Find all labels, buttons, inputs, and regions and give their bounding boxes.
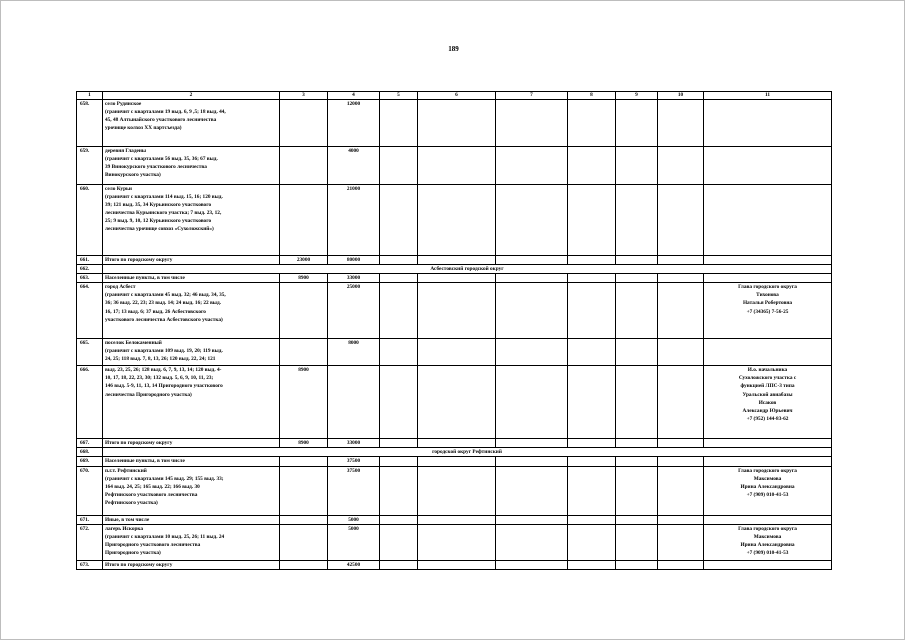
description-line: (граничит с кварталами 145 выд. 29; 155 выд. 33;	[105, 475, 224, 482]
contact-line: Александр Юрьевич	[742, 407, 793, 414]
empty-cell	[380, 339, 418, 366]
empty-cell	[616, 457, 658, 466]
header-row	[77, 92, 832, 100]
description-line: (граничит с кварталами 45 выд. 32; 46 выд. 34, 35,	[105, 292, 226, 299]
empty-cell	[380, 283, 418, 339]
value-col3: 8900	[280, 366, 328, 439]
description-line: 39 Винокурского участкового лесничества	[105, 164, 207, 171]
empty-cell	[496, 560, 568, 569]
header-cell: 2	[103, 92, 280, 100]
description-line: (граничит с кварталами 109 выд. 19, 20; 119 выд.	[105, 348, 223, 355]
empty-cell	[658, 256, 704, 265]
empty-cell	[380, 515, 418, 524]
description-line: лесничества Курьинского участка; 7 выд. 23, 12,	[105, 210, 222, 217]
description-line: п.г.т. Рефтинский	[105, 467, 147, 474]
empty-cell	[568, 439, 616, 448]
responsible-contact	[704, 466, 832, 515]
empty-cell	[496, 100, 568, 147]
value-col3	[280, 560, 328, 569]
table-row	[77, 100, 832, 147]
empty-cell	[568, 466, 616, 515]
value-col3	[280, 457, 328, 466]
responsible-contact	[704, 100, 832, 147]
description-line: (граничит с кварталами 56 выд. 35, 36; 67 выд.	[105, 156, 218, 163]
empty-cell	[616, 100, 658, 147]
empty-cell	[496, 524, 568, 560]
empty-cell	[496, 457, 568, 466]
empty-cell	[418, 560, 496, 569]
empty-cell	[380, 100, 418, 147]
header-cell: 11	[704, 92, 832, 100]
empty-cell	[496, 366, 568, 439]
responsible-contact	[704, 339, 832, 366]
empty-cell	[658, 560, 704, 569]
contact-line: Глава городского округа	[738, 467, 797, 474]
settlement-description	[103, 185, 280, 256]
empty-cell	[418, 274, 496, 283]
value-col4: 80000	[328, 256, 380, 265]
empty-cell	[380, 256, 418, 265]
empty-cell	[496, 283, 568, 339]
responsible-contact	[704, 274, 832, 283]
empty-cell	[616, 185, 658, 256]
contact-line: функцией ЛПС-3 типа	[740, 383, 795, 390]
row-number: 659.	[77, 147, 103, 185]
responsible-contact	[704, 524, 832, 560]
contact-line: Глава городского округа	[738, 284, 797, 291]
table-row	[77, 274, 832, 283]
contact-line: Сухоложского участка с	[738, 375, 797, 382]
row-number: 663.	[77, 274, 103, 283]
responsible-contact	[704, 457, 832, 466]
empty-cell	[616, 466, 658, 515]
empty-cell	[568, 185, 616, 256]
empty-cell	[380, 466, 418, 515]
value-col3	[280, 524, 328, 560]
settlement-description	[103, 339, 280, 366]
empty-cell	[658, 439, 704, 448]
header-cell: 7	[496, 92, 568, 100]
settlement-description	[103, 366, 280, 439]
empty-cell	[658, 283, 704, 339]
table-row	[77, 439, 832, 448]
table-row	[77, 147, 832, 185]
empty-cell	[616, 256, 658, 265]
description-line: лагерь Искорка	[105, 525, 144, 532]
empty-cell	[568, 457, 616, 466]
description-line: 45, 48 Алтынайского участкового лесничества	[105, 117, 217, 124]
section-title: Асбестовский городской округ	[103, 265, 832, 274]
responsible-contact	[704, 366, 832, 439]
empty-cell	[496, 515, 568, 524]
value-col3: 8900	[280, 274, 328, 283]
empty-cell	[380, 560, 418, 569]
empty-cell	[418, 339, 496, 366]
header-cell: 10	[658, 92, 704, 100]
section-title: городской округ Рефтинский	[103, 448, 832, 457]
empty-cell	[496, 466, 568, 515]
description-line: деревня Гладены	[105, 148, 147, 154]
row-label: Населенные пункты, в том числе	[103, 274, 280, 283]
empty-cell	[496, 274, 568, 283]
empty-cell	[418, 185, 496, 256]
value-col4: 33000	[328, 439, 380, 448]
value-col4: 4000	[328, 147, 380, 185]
description-line: Рефтинского участка)	[105, 499, 158, 506]
value-col4	[328, 366, 380, 439]
row-number: 668.	[77, 448, 103, 457]
empty-cell	[418, 100, 496, 147]
contact-line: Глава городского округа	[738, 525, 797, 532]
empty-cell	[658, 457, 704, 466]
description-line: 16, 17; 13 выд. 6; 37 выд. 26 Асбестовского	[105, 308, 206, 315]
description-line: лесничества Пригородного участка)	[105, 391, 192, 398]
contact-line: +7 (909) 010-41-53	[746, 491, 789, 498]
value-col3: 23000	[280, 256, 328, 265]
forest-fire-table	[76, 91, 832, 570]
settlement-description	[103, 466, 280, 515]
empty-cell	[496, 339, 568, 366]
empty-cell	[568, 256, 616, 265]
value-col3	[280, 147, 328, 185]
settlement-description	[103, 147, 280, 185]
description-line: урочище колхоз XX партсъезда)	[105, 125, 182, 132]
empty-cell	[568, 515, 616, 524]
table-row	[77, 466, 832, 515]
empty-cell	[496, 147, 568, 185]
contact-line: Максимова	[753, 533, 782, 540]
row-number: 661.	[77, 256, 103, 265]
description-line: 24, 25; 118 выд. 7, 8, 13, 26; 120 выд. 22, 24; 121	[105, 356, 216, 363]
row-number: 667.	[77, 439, 103, 448]
empty-cell	[658, 147, 704, 185]
table-row	[77, 448, 832, 457]
description-line: Винокурского участка)	[105, 172, 161, 179]
empty-cell	[568, 100, 616, 147]
responsible-contact	[704, 515, 832, 524]
value-col4: 25000	[328, 283, 380, 339]
description-line: поселок Белокаменный	[105, 340, 162, 347]
empty-cell	[616, 274, 658, 283]
empty-cell	[418, 256, 496, 265]
value-col4: 33000	[328, 274, 380, 283]
settlement-description	[103, 524, 280, 560]
row-number: 660.	[77, 185, 103, 256]
responsible-contact	[704, 560, 832, 569]
empty-cell	[658, 515, 704, 524]
empty-cell	[496, 185, 568, 256]
description-line: Пригородного участка)	[105, 549, 161, 556]
empty-cell	[658, 100, 704, 147]
empty-cell	[418, 283, 496, 339]
empty-cell	[658, 274, 704, 283]
page-number: 189	[448, 45, 459, 53]
row-label: Итого по городскому округу	[103, 439, 280, 448]
row-label: Населенные пункты, в том числе	[103, 457, 280, 466]
contact-line: +7 (952) 144-83-62	[746, 415, 789, 422]
value-col4: 12000	[328, 100, 380, 147]
empty-cell	[418, 466, 496, 515]
description-line: Рефтинского участкового лесничества	[105, 491, 198, 498]
empty-cell	[380, 439, 418, 448]
settlement-description	[103, 100, 280, 147]
empty-cell	[380, 185, 418, 256]
description-line: участкового лесничества Асбестовского участка)	[105, 316, 223, 323]
row-number: 666.	[77, 366, 103, 439]
header-cell: 8	[568, 92, 616, 100]
empty-cell	[380, 366, 418, 439]
value-col4: 5000	[328, 524, 380, 560]
contact-line: +7 (34365) 7-56-25	[746, 308, 789, 315]
row-number: 669.	[77, 457, 103, 466]
empty-cell	[418, 439, 496, 448]
value-col4: 37500	[328, 466, 380, 515]
value-col3	[280, 339, 328, 366]
row-label: Итого по городскому округу	[103, 560, 280, 569]
empty-cell	[568, 339, 616, 366]
header-cell: 3	[280, 92, 328, 100]
value-col3	[280, 515, 328, 524]
table-row	[77, 339, 832, 366]
empty-cell	[380, 457, 418, 466]
description-line: (граничит с кварталами 19 выд. 6, 9 ,5; 18 выд. 44,	[105, 109, 226, 116]
row-number: 672.	[77, 524, 103, 560]
contact-line: Ирина Александровна	[740, 541, 795, 548]
description-line: выд. 23, 25, 26; 128 выд. 6, 7, 9, 13, 14; 120 выд. 4-	[105, 367, 222, 374]
empty-cell	[616, 524, 658, 560]
empty-cell	[380, 147, 418, 185]
row-label: Иные, в том числе	[103, 515, 280, 524]
responsible-contact	[704, 439, 832, 448]
header-cell: 5	[380, 92, 418, 100]
contact-line: +7 (909) 010-41-53	[746, 549, 789, 556]
responsible-contact	[704, 256, 832, 265]
row-number: 665.	[77, 339, 103, 366]
empty-cell	[658, 185, 704, 256]
empty-cell	[496, 439, 568, 448]
responsible-contact	[704, 283, 832, 339]
value-col3	[280, 466, 328, 515]
empty-cell	[418, 457, 496, 466]
empty-cell	[496, 256, 568, 265]
contact-line: Тихонова	[756, 292, 779, 299]
empty-cell	[418, 515, 496, 524]
header-cell: 4	[328, 92, 380, 100]
description-line: (граничит с кварталами 114 выд. 15, 16; 120 выд.	[105, 194, 223, 201]
row-number: 673.	[77, 560, 103, 569]
value-col4: 42500	[328, 560, 380, 569]
value-col3: 8900	[280, 439, 328, 448]
table-row	[77, 515, 832, 524]
empty-cell	[418, 366, 496, 439]
table-row	[77, 560, 832, 569]
table-row	[77, 457, 832, 466]
empty-cell	[658, 524, 704, 560]
empty-cell	[616, 283, 658, 339]
table-row	[77, 524, 832, 560]
empty-cell	[568, 283, 616, 339]
row-number: 671.	[77, 515, 103, 524]
contact-line: Наталья Робертовна	[742, 300, 793, 307]
empty-cell	[616, 515, 658, 524]
table-row	[77, 256, 832, 265]
row-label: Итого по городскому округу	[103, 256, 280, 265]
empty-cell	[568, 560, 616, 569]
header-cell: 6	[418, 92, 496, 100]
description-line: село Рудянское	[105, 101, 142, 107]
empty-cell	[568, 274, 616, 283]
table-row	[77, 366, 832, 439]
description-line: 36; 36 выд. 22, 23; 23 выд. 14; 24 выд. 16; 22 выд.	[105, 300, 221, 307]
description-line: (граничит с кварталами 10 выд. 25, 26; 11 выд. 24	[105, 533, 225, 540]
description-line: 164 выд. 24, 25; 165 выд. 22; 166 выд. 30	[105, 483, 200, 490]
description-line: город Асбест	[105, 284, 136, 291]
contact-line: Максимова	[753, 475, 782, 482]
settlement-description	[103, 283, 280, 339]
row-number: 662.	[77, 265, 103, 274]
description-line: Пригородного участкового лесничества	[105, 541, 201, 548]
contact-line: Ирина Александровна	[740, 483, 795, 490]
empty-cell	[418, 524, 496, 560]
table-row	[77, 185, 832, 256]
empty-cell	[616, 366, 658, 439]
description-line: село Курьи	[105, 186, 132, 192]
contact-line: Уральской авиабазы	[742, 391, 793, 398]
empty-cell	[616, 560, 658, 569]
row-number: 664.	[77, 283, 103, 339]
table-row	[77, 283, 832, 339]
value-col3	[280, 283, 328, 339]
description-line: 10, 17, 18, 22, 23, 30; 132 выд. 5, 6, 9, 10, 11, 23;	[105, 375, 214, 382]
empty-cell	[616, 439, 658, 448]
value-col3	[280, 100, 328, 147]
value-col4: 21000	[328, 185, 380, 256]
row-number: 658.	[77, 100, 103, 147]
responsible-contact	[704, 185, 832, 256]
description-line: лесничества урочище совхоз «Сухоложский»)	[105, 226, 214, 233]
empty-cell	[380, 274, 418, 283]
description-line: 146 выд. 5-9, 11, 13, 14 Пригородного участкового	[105, 383, 223, 390]
empty-cell	[568, 366, 616, 439]
empty-cell	[616, 339, 658, 366]
empty-cell	[380, 524, 418, 560]
description-line: 25; 9 выд. 9, 10, 12 Курьинского участкового	[105, 218, 212, 225]
empty-cell	[418, 147, 496, 185]
empty-cell	[658, 339, 704, 366]
header-cell: 1	[77, 92, 103, 100]
empty-cell	[658, 366, 704, 439]
row-number: 670.	[77, 466, 103, 515]
value-col4: 5000	[328, 515, 380, 524]
contact-line: И.о. начальника	[747, 367, 788, 374]
empty-cell	[658, 466, 704, 515]
empty-cell	[616, 147, 658, 185]
table-row	[77, 265, 832, 274]
header-cell: 9	[616, 92, 658, 100]
description-line: 39; 121 выд. 35, 34 Курьинского участкового	[105, 202, 212, 209]
value-col3	[280, 185, 328, 256]
value-col4: 37500	[328, 457, 380, 466]
responsible-contact	[704, 147, 832, 185]
contact-line: Исаков	[758, 399, 777, 406]
value-col4: 8000	[328, 339, 380, 366]
empty-cell	[568, 147, 616, 185]
empty-cell	[568, 524, 616, 560]
